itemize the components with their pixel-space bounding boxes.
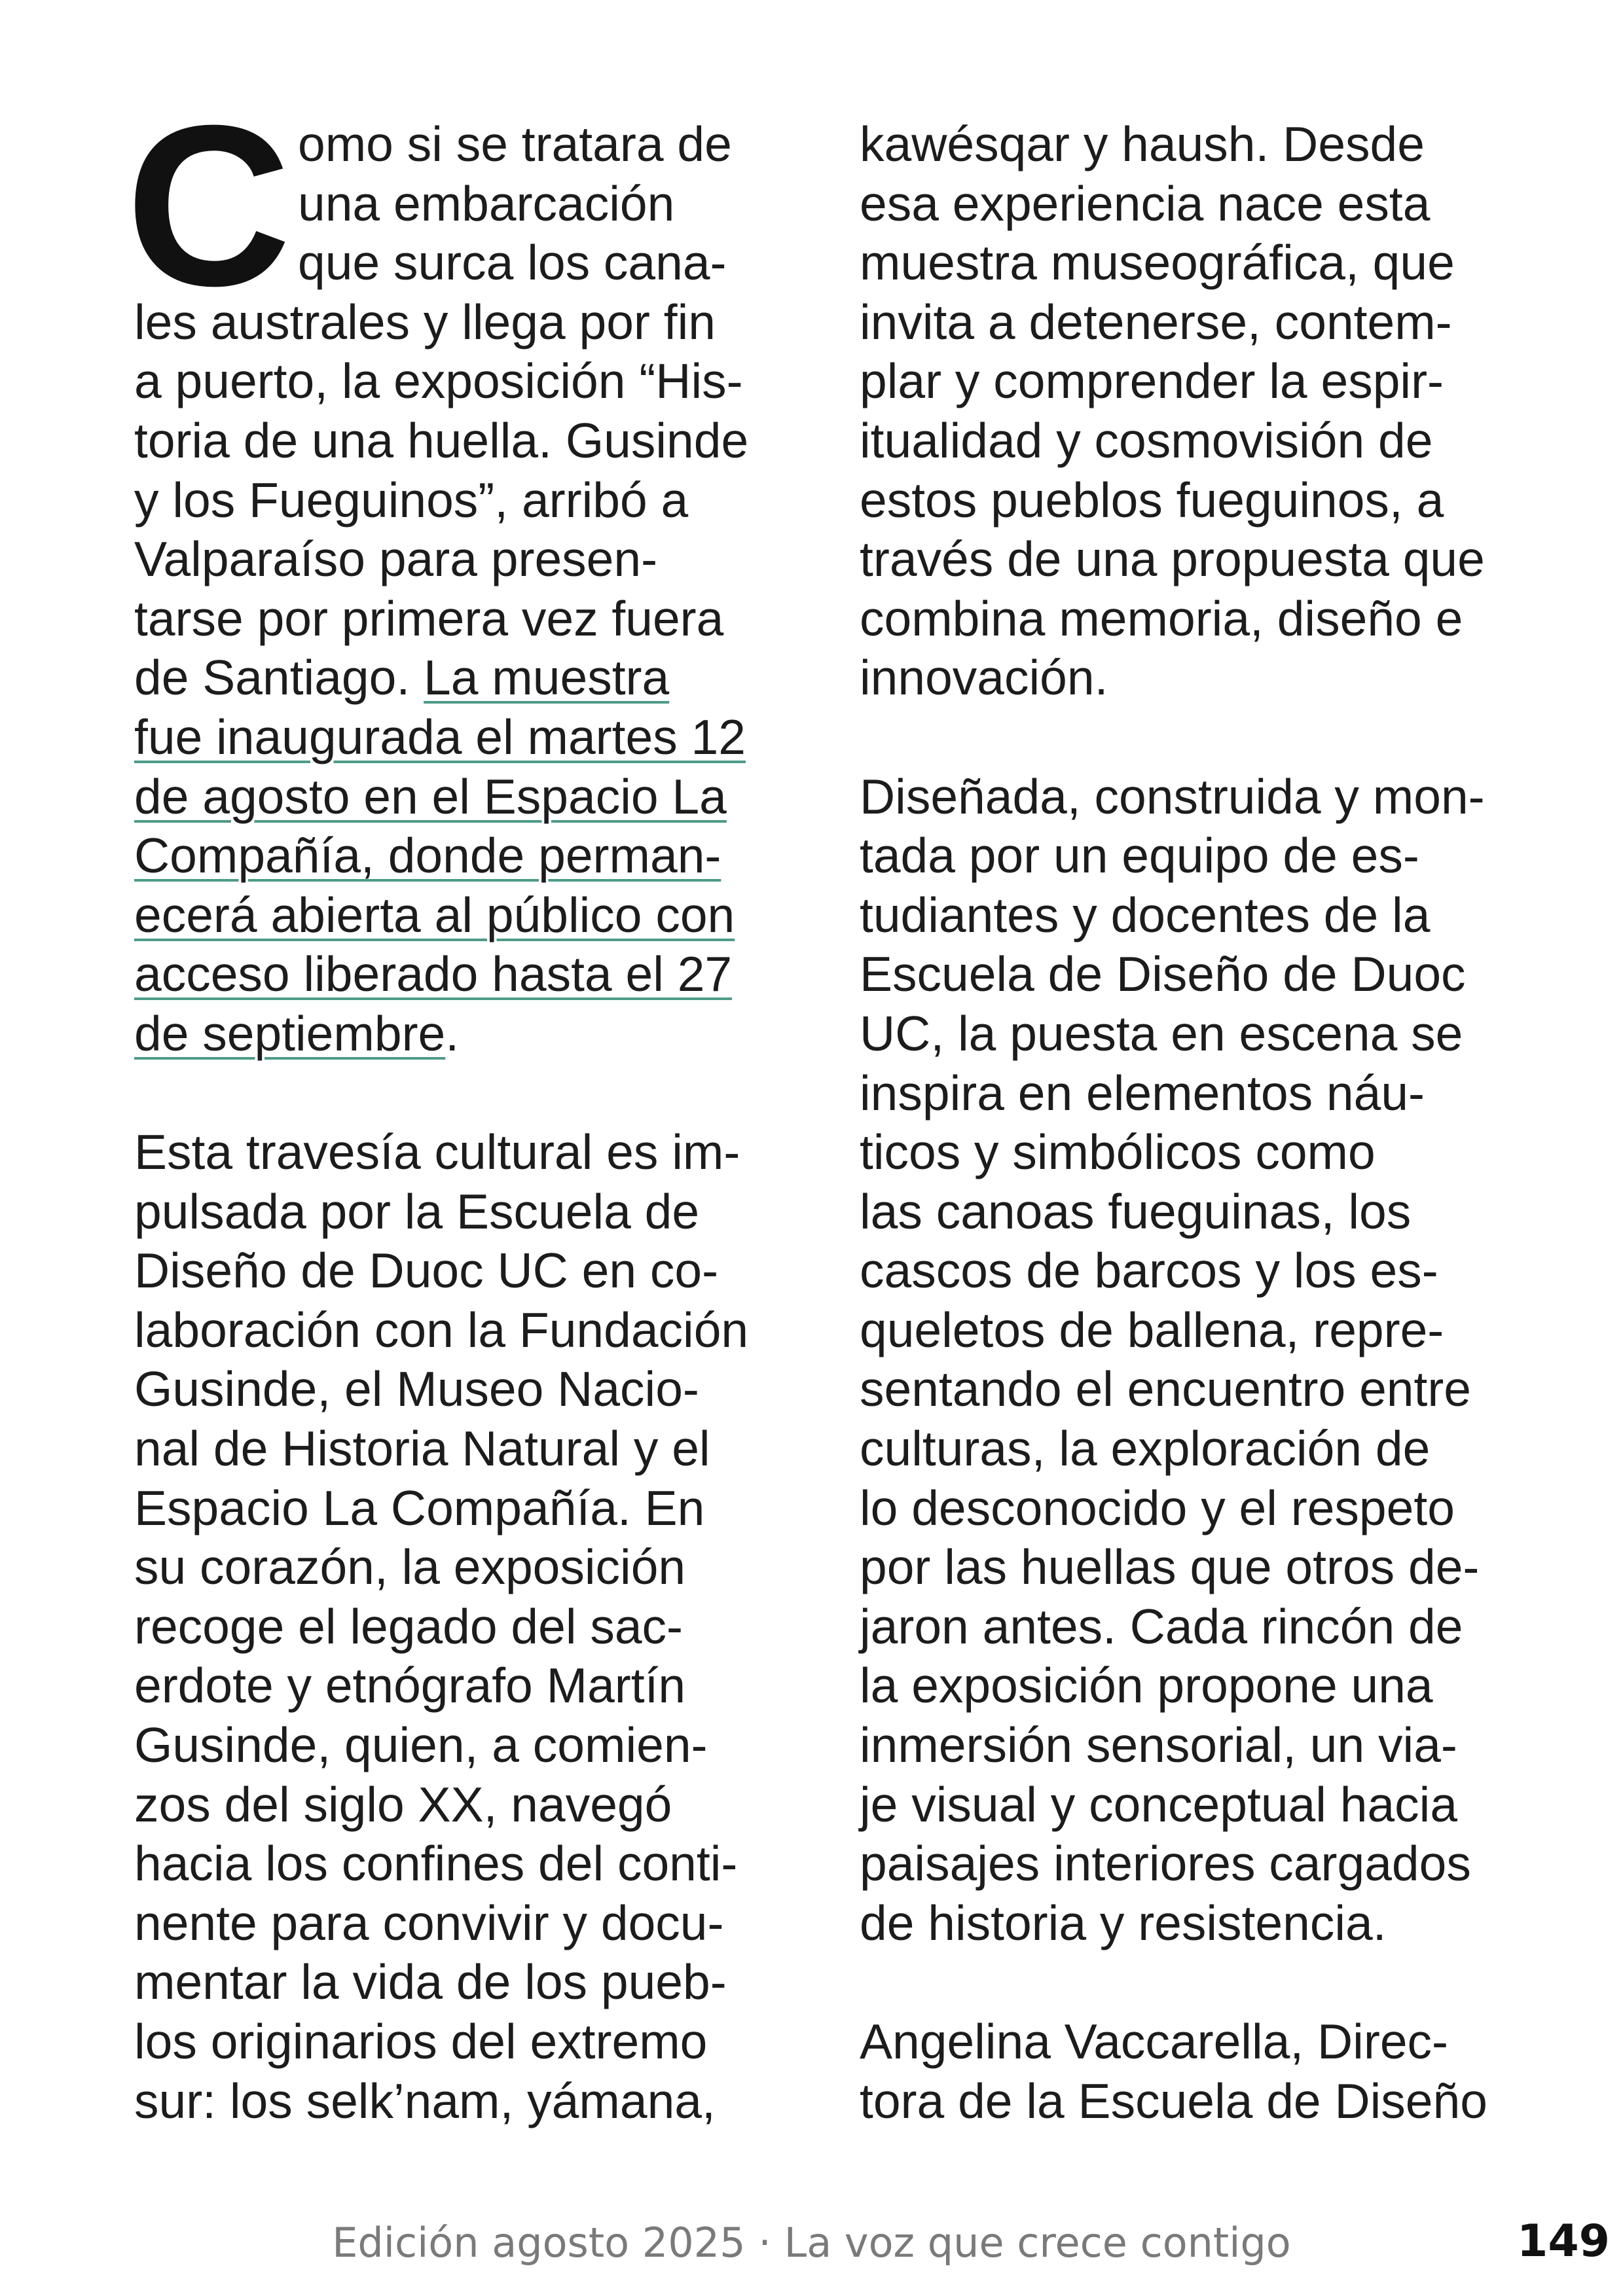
text-line: una embarcación — [298, 175, 675, 231]
paragraph-gap — [860, 1952, 1514, 2012]
text-line: Gusinde, el Museo Nacio- — [134, 1361, 699, 1417]
text-line: Diseñada, construida y mon- — [860, 768, 1485, 824]
text-line — [134, 944, 789, 1004]
paragraph-gap — [860, 708, 1514, 767]
text-line: queletos de ballena, repre- — [860, 1302, 1444, 1357]
text-line: jaron antes. Cada rincón de — [860, 1598, 1463, 1654]
text-line: culturas, la exploración de — [860, 1421, 1431, 1477]
text-line: nente para convivir y docu- — [134, 1895, 724, 1950]
text-line — [134, 886, 789, 945]
text-line: tarse por primera vez fuera — [134, 590, 724, 646]
article-column-right — [860, 115, 1514, 2130]
text-line: esa experiencia nace esta — [860, 175, 1431, 231]
highlighted-text: Compañía, donde perman- — [134, 828, 721, 884]
text-line: mentar la vida de los pueb- — [134, 1954, 727, 2010]
text-line: inspira en elementos náu- — [860, 1065, 1425, 1121]
text-line — [134, 648, 789, 708]
text-line: estos pueblos fueguinos, a — [860, 472, 1444, 528]
paragraph-gap — [134, 1064, 789, 1123]
highlighted-text: acceso liberado hasta el 27 — [134, 946, 733, 1002]
text-line: zos del siglo XX, navegó — [134, 1776, 672, 1832]
text-line: sentando el encuentro entre — [860, 1361, 1472, 1417]
footer-edition-text: Edición agosto 2025 · La voz que crece contigo — [332, 2219, 1291, 2267]
text-line: su corazón, la exposición — [134, 1539, 686, 1595]
drop-cap: C — [126, 78, 291, 334]
article-column-left — [134, 115, 789, 2130]
text-line: je visual y conceptual hacia — [860, 1776, 1458, 1832]
text-line: Espacio La Compañía. En — [134, 1480, 705, 1535]
text-line: innovación. — [860, 650, 1108, 706]
highlighted-text: de septiembre — [134, 1005, 446, 1061]
text-line: erdote y etnógrafo Martín — [134, 1658, 686, 1713]
text-line: que surca los cana- — [298, 235, 727, 291]
text-line: itualidad y cosmovisión de — [860, 412, 1433, 468]
text-line — [134, 1004, 789, 1064]
text-line: les australes y llega por fin — [134, 294, 716, 350]
text-line: combina memoria, diseño e — [860, 590, 1463, 646]
highlighted-text: La muestra — [424, 650, 670, 706]
text-line: los originarios del extremo — [134, 2014, 708, 2069]
text-line: Angelina Vaccarella, Direc- — [860, 2014, 1449, 2069]
text-line: Gusinde, quien, a comien- — [134, 1717, 708, 1773]
text-line: plar y comprender la espir- — [860, 353, 1444, 409]
highlighted-text: ecerá abierta al público con — [134, 887, 735, 942]
text-line — [134, 708, 789, 767]
text-line — [134, 767, 789, 827]
text-line: ticos y simbólicos como — [860, 1124, 1376, 1180]
highlighted-text: de agosto en el Espacio La — [134, 768, 727, 824]
text-fragment: de Santiago. — [134, 650, 424, 706]
text-fragment: . — [445, 1005, 460, 1061]
text-line: paisajes interiores cargados — [860, 1836, 1471, 1892]
text-line: muestra museográfica, que — [860, 235, 1455, 291]
text-line: Valparaíso para presen- — [134, 531, 658, 587]
text-line: y los Fueguinos”, arribó a — [134, 472, 689, 528]
text-line: hacia los confines del conti- — [134, 1836, 738, 1892]
text-line: kawésqar y haush. Desde — [860, 117, 1425, 171]
text-line: pulsada por la Escuela de — [134, 1183, 700, 1239]
text-line: Diseño de Duoc UC en co- — [134, 1243, 719, 1299]
text-line: a puerto, la exposición “His- — [134, 353, 743, 409]
highlighted-text: fue inaugurada el martes 12 — [134, 709, 746, 764]
text-line: las canoas fueguinas, los — [860, 1183, 1412, 1239]
text-line: tora de la Escuela de Diseño — [860, 2073, 1487, 2128]
text-line: UC, la puesta en escena se — [860, 1005, 1463, 1061]
text-line: Escuela de Diseño de Duoc — [860, 946, 1466, 1002]
text-line: sur: los selk’nam, yámana, — [134, 2073, 716, 2128]
text-line: toria de una huella. Gusinde — [134, 412, 749, 468]
text-line: través de una propuesta que — [860, 531, 1485, 587]
text-line: recoge el legado del sac- — [134, 1598, 684, 1654]
text-line: omo si se tratara de — [298, 117, 732, 171]
page-number: 149 — [1517, 2215, 1610, 2267]
text-line — [134, 826, 789, 886]
text-line: por las huellas que otros de- — [860, 1539, 1480, 1595]
text-line: nal de Historia Natural y el — [134, 1421, 710, 1477]
text-line: lo desconocido y el respeto — [860, 1480, 1455, 1535]
text-line: cascos de barcos y los es- — [860, 1243, 1438, 1299]
text-line: Esta travesía cultural es im- — [134, 1124, 740, 1180]
text-line: laboración con la Fundación — [134, 1302, 749, 1357]
text-line: tudiantes y docentes de la — [860, 887, 1431, 942]
text-line: la exposición propone una — [860, 1658, 1433, 1713]
text-line: tada por un equipo de es- — [860, 828, 1419, 884]
text-line: invita a detenerse, contem- — [860, 294, 1452, 350]
text-line: de historia y resistencia. — [860, 1895, 1387, 1950]
text-line: inmersión sensorial, un via- — [860, 1717, 1457, 1773]
